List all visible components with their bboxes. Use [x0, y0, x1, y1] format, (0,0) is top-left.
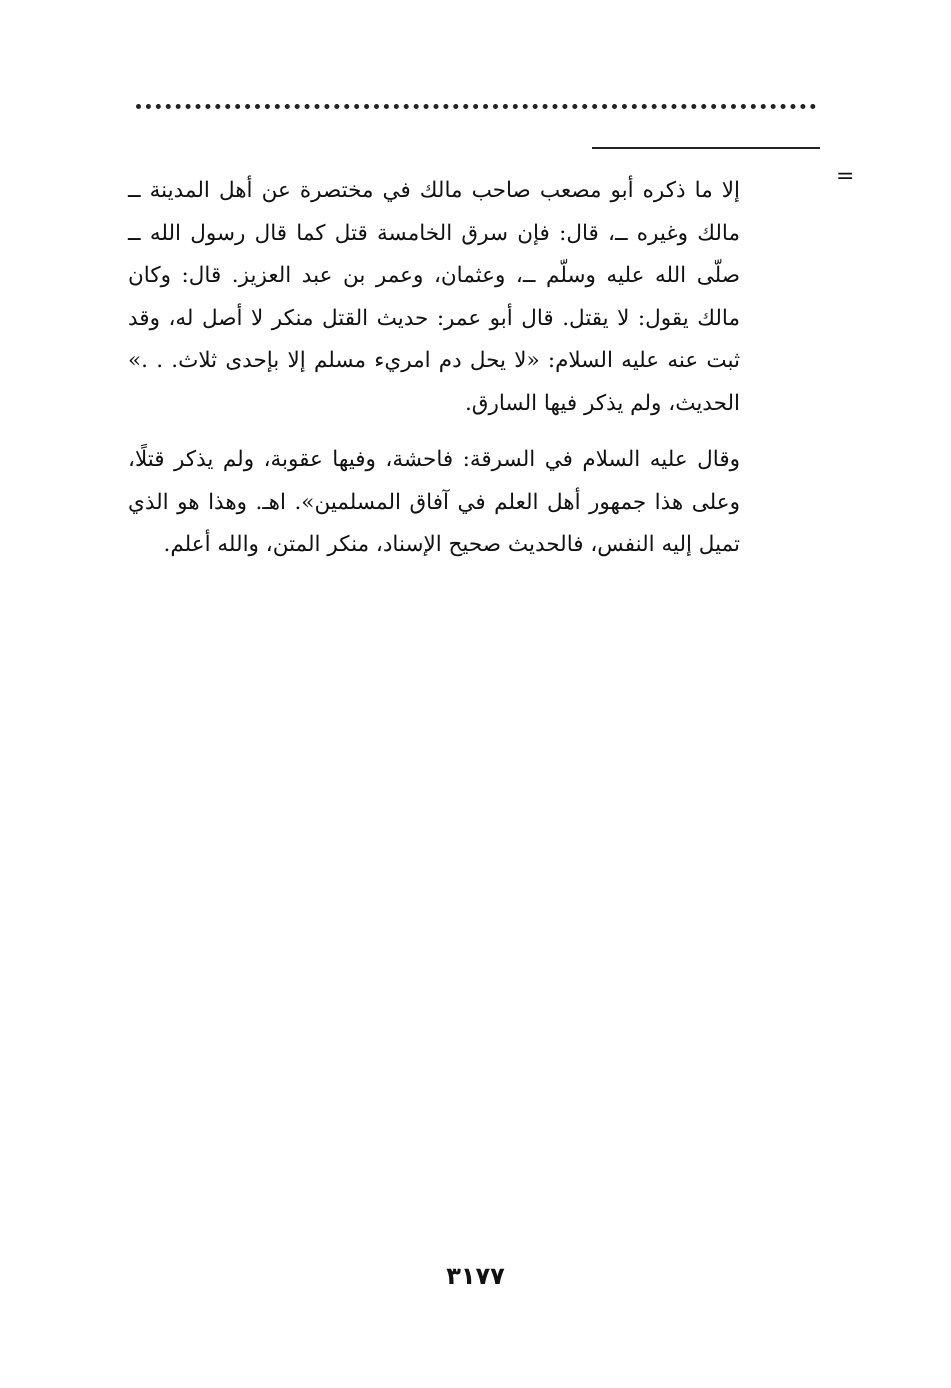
footnote-body: [128, 170, 740, 567]
footnote-paragraph-2: وقال عليه السلام في السرقة: فاحشة، وفيها عقوبة، ولم يذكر قتلًا، وعلى هذا جمهور أهل العلم في آفاق المسلمين». اهـ. وهذا هو الذي تميل إليه النفس، فالحديث صحيح الإسناد، منكر المتن، والله أعلم.: [128, 447, 740, 557]
footnote-paragraph-1: إلا ما ذكره أبو مصعب صاحب مالك في مختصرة عن أهل المدينة ــ مالك وغيره ــ، قال: فإن سرق الخامسة قتل كما قال رسول الله ــ صلّى الله عليه وسلّم ــ، وعثمان، وعمر بن عبد العزيز. قال: وكان مالك يقول: لا يقتل. قال أبو عمر: حديث القتل منكر لا أصل له، وقد ثبت عنه عليه السلام: «لا يحل دم امريء مسلم إلا بإحدى ثلاث. . .» الحديث، ولم يذكر فيها السارق.: [128, 178, 740, 416]
footnote-rule: [592, 147, 820, 149]
continuation-mark: =: [836, 164, 855, 189]
page-number: ٣١٧٧: [446, 1262, 505, 1290]
dotted-separator: [136, 104, 816, 109]
